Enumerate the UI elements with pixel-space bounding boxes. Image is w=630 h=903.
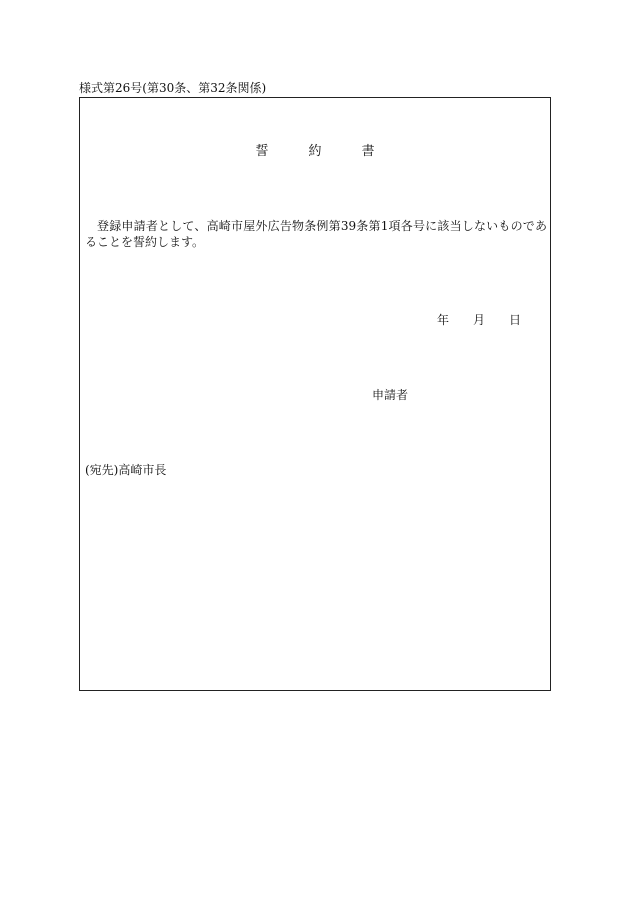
addressee: (宛先)高崎市長: [85, 463, 167, 477]
document-title: [80, 143, 550, 161]
date-month-label: 月: [472, 313, 485, 327]
date-line: [437, 312, 521, 328]
title-char-3: 書: [361, 144, 375, 159]
date-year-label: 年: [436, 313, 449, 327]
form-number: 様式第26号(第30条、第32条関係): [79, 81, 267, 95]
date-day-label: 日: [508, 313, 521, 327]
applicant-label: 申請者: [372, 388, 409, 402]
title-char-2: 約: [308, 144, 322, 159]
pledge-form-frame: [79, 97, 551, 691]
pledge-statement: 登録申請者として、高崎市屋外広告物条例第39条第1項各号に該当しないものであることを誓約します。: [85, 219, 547, 249]
title-char-1: 誓: [255, 144, 269, 159]
